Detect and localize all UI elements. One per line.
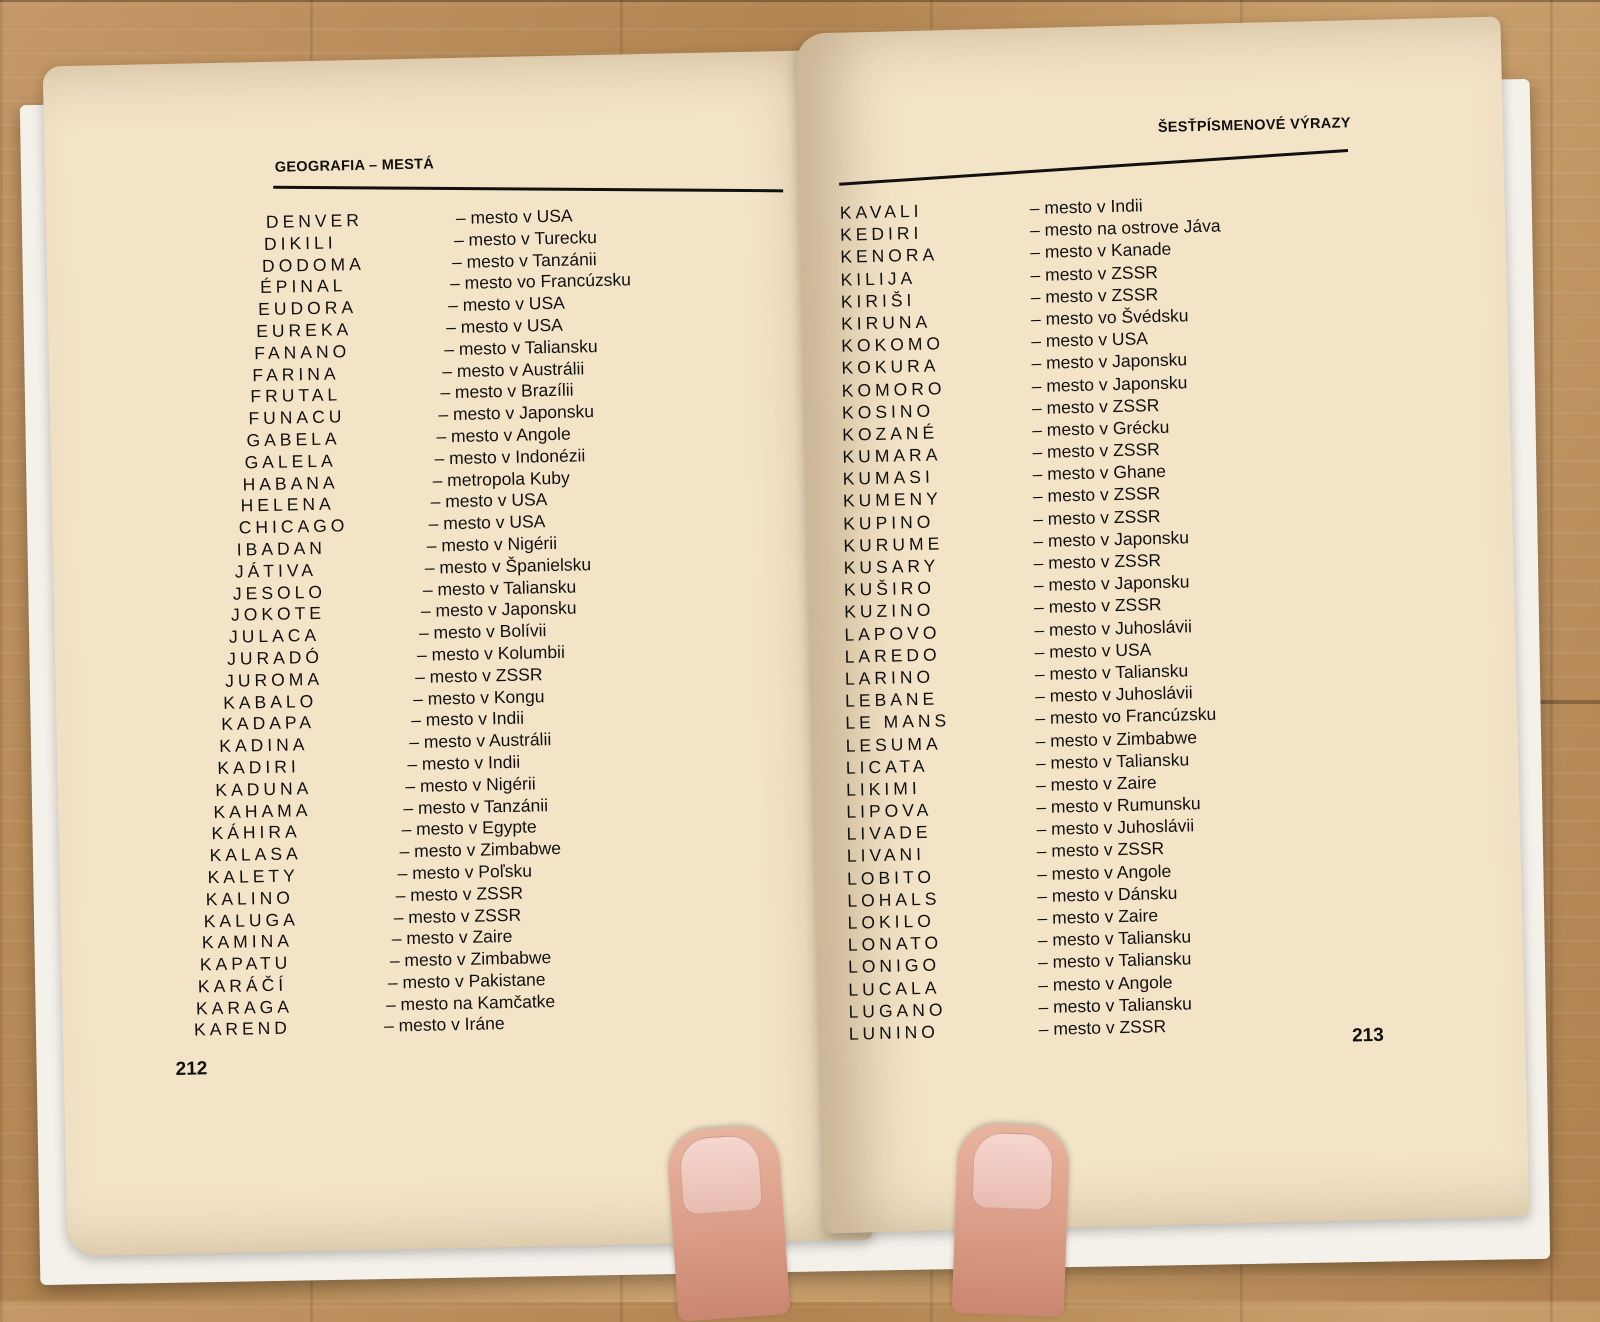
entry-word: KILIJA bbox=[840, 267, 917, 290]
entry-description: – mesto v USA bbox=[1030, 328, 1149, 352]
entry-word: KABALO bbox=[222, 690, 318, 713]
left-thumb bbox=[666, 1124, 791, 1321]
entry-word: LUGANO bbox=[848, 999, 947, 1022]
entry-description: – mesto v Tanzánii bbox=[451, 248, 597, 272]
entry-description: – mesto v USA bbox=[445, 314, 564, 338]
entry-word: HABANA bbox=[242, 472, 339, 495]
entry-word: KARAGA bbox=[195, 996, 294, 1019]
entry-word: JOKOTE bbox=[230, 603, 326, 626]
entry-description: – mesto v Dánsku bbox=[1037, 882, 1178, 906]
entry-word: LOHALS bbox=[847, 888, 941, 911]
entry-description: – mesto v ZSSR bbox=[1036, 838, 1165, 862]
entry-word: CHICAGO bbox=[238, 515, 349, 538]
entry-description: – mesto v Kongu bbox=[412, 685, 545, 709]
entry-description: – mesto v ZSSR bbox=[1030, 261, 1159, 285]
entry-word: KOKOMO bbox=[841, 333, 945, 356]
right-page-number: 213 bbox=[1351, 1024, 1385, 1047]
entry-word: KAREND bbox=[193, 1018, 292, 1041]
entry-word: LEBANE bbox=[844, 688, 939, 711]
entry-description: – mesto v Bolívii bbox=[418, 620, 547, 643]
entry-word: KURUME bbox=[843, 533, 944, 556]
entry-description: – mesto v Zimbabwe bbox=[389, 947, 552, 971]
entry-description: – mesto v Zaire bbox=[1037, 905, 1159, 929]
entry-description: – mesto v ZSSR bbox=[1032, 439, 1161, 463]
entry-word: LOKILO bbox=[847, 910, 936, 933]
entry-word: LARINO bbox=[844, 666, 935, 689]
entry-description: – mesto v Španielsku bbox=[424, 553, 592, 578]
entry-description: – mesto v ZSSR bbox=[414, 663, 543, 687]
entry-word: JESOLO bbox=[232, 581, 327, 604]
entry-description: – mesto na Kamčatke bbox=[385, 990, 556, 1015]
entry-description: – mesto v ZSSR bbox=[1031, 394, 1160, 418]
floor-board-seam bbox=[1540, 700, 1600, 704]
entry-word: KUZINO bbox=[843, 599, 935, 623]
right-entry-list bbox=[840, 189, 1420, 1046]
entry-description: – mesto v Zaire bbox=[391, 926, 513, 949]
entry-word: KADIRI bbox=[217, 756, 300, 778]
entry-word: LIKIMI bbox=[845, 777, 921, 800]
entry-word: EUREKA bbox=[256, 319, 353, 342]
entry-description: – mesto v USA bbox=[1034, 639, 1152, 662]
entry-description: – mesto v Kanade bbox=[1030, 239, 1172, 263]
entry-description: – mesto v Juhoslávii bbox=[1036, 815, 1195, 840]
entry-description: – mesto v Taliansku bbox=[1038, 993, 1193, 1017]
entry-word: KADINA bbox=[219, 734, 309, 757]
entry-description: – mesto v Indonézii bbox=[434, 445, 586, 469]
entry-word: KAVALI bbox=[839, 200, 923, 223]
entry-word: KAHAMA bbox=[213, 799, 312, 822]
right-page bbox=[795, 17, 1529, 1234]
entry-word: JULACA bbox=[228, 625, 321, 647]
entry-word: JURADÓ bbox=[226, 646, 324, 669]
entry-word: KAMINA bbox=[201, 930, 294, 953]
right-page-header: ŠESŤPÍSMENOVÉ VÝRAZY bbox=[1157, 115, 1351, 136]
entry-word: JÁTIVA bbox=[234, 559, 318, 582]
entry-word: DENVER bbox=[265, 209, 364, 232]
entry-word: KOMORO bbox=[841, 377, 946, 401]
entry-description: – mesto v Nigérii bbox=[405, 773, 536, 796]
entry-description: – mesto v Nigérii bbox=[426, 532, 558, 556]
entry-description: – mesto v Taliansku bbox=[1037, 948, 1192, 973]
entry-description: – mesto v Kolumbii bbox=[416, 641, 566, 665]
entry-word: KARÁČÍ bbox=[197, 974, 288, 997]
entry-word: KOKURA bbox=[841, 355, 940, 379]
entry-description: – mesto v Taliansku bbox=[1035, 749, 1190, 773]
entry-description: – mesto v ZSSR bbox=[1033, 550, 1162, 574]
entry-word: KADAPA bbox=[221, 712, 316, 735]
entry-word: LIVADE bbox=[846, 821, 932, 845]
entry-description: – mesto v Ghane bbox=[1032, 461, 1167, 485]
entry-word: KUSARY bbox=[843, 555, 940, 578]
entry-description: – mesto v Rumunsku bbox=[1036, 793, 1201, 818]
entry-word: FARINA bbox=[252, 362, 340, 385]
entry-description: – mesto v Iráne bbox=[383, 1013, 505, 1037]
entry-word: KIRIŠI bbox=[840, 289, 916, 312]
left-entry-list bbox=[193, 200, 843, 1041]
entry-description: – mesto v Juhoslávii bbox=[1034, 615, 1193, 640]
entry-description: – mesto v Japonsku bbox=[1033, 527, 1190, 551]
entry-word: KADUNA bbox=[215, 777, 313, 800]
left-page-number: 212 bbox=[175, 1058, 208, 1080]
entry-description: – mesto v Grécku bbox=[1031, 416, 1170, 440]
entry-word: LONIGO bbox=[847, 954, 941, 978]
entry-description: – mesto v Austrálii bbox=[442, 357, 585, 381]
entry-description: – mesto v Japonsku bbox=[438, 401, 595, 425]
entry-word: FRUTAL bbox=[250, 384, 342, 407]
entry-word: JUROMA bbox=[224, 668, 324, 691]
floor-board-seam bbox=[0, 0, 1600, 2]
entry-word: LAPOVO bbox=[844, 621, 941, 645]
entry-word: KAPATU bbox=[199, 952, 292, 975]
entry-word: KOZANÉ bbox=[842, 422, 939, 445]
entry-description: – mesto v ZSSR bbox=[393, 904, 522, 927]
entry-word: KUMASI bbox=[842, 466, 935, 490]
entry-description: – mesto v Pakistane bbox=[387, 969, 546, 993]
entry-word: LUNINO bbox=[848, 1021, 940, 1044]
entry-word: KEDIRI bbox=[839, 222, 923, 245]
entry-word: KENORA bbox=[840, 244, 939, 268]
entry-description: – mesto v Egypte bbox=[401, 816, 537, 840]
entry-description: – metropola Kuby bbox=[432, 467, 570, 491]
entry-word: KIRUNA bbox=[840, 311, 932, 334]
entry-word: HELENA bbox=[240, 493, 335, 516]
entry-word: KALASA bbox=[209, 843, 302, 866]
entry-description: – mesto v ZSSR bbox=[1038, 1015, 1167, 1040]
entry-word: LE MANS bbox=[845, 710, 951, 734]
entry-description: – mesto v Indii bbox=[407, 751, 521, 774]
right-header-rule bbox=[839, 149, 1348, 186]
entry-description: – mesto v Indii bbox=[410, 707, 525, 731]
entry-word: KALINO bbox=[205, 887, 295, 910]
entry-word: KUŠIRO bbox=[843, 577, 936, 600]
right-thumb bbox=[952, 1123, 1071, 1317]
entry-word: KUPINO bbox=[842, 511, 935, 534]
entry-description: – mesto v Angole bbox=[1038, 971, 1173, 995]
entry-word: DIKILI bbox=[263, 232, 337, 254]
left-header-rule bbox=[273, 186, 783, 193]
entry-description: – mesto v Turecku bbox=[453, 226, 598, 250]
entry-word: GABELA bbox=[246, 428, 341, 451]
entry-word: KUMARA bbox=[842, 444, 942, 467]
entry-description: – mesto v Angole bbox=[1036, 860, 1172, 884]
entry-description: – mesto v Japonsku bbox=[1031, 371, 1188, 396]
entry-description: – mesto v Zimbabwe bbox=[1035, 726, 1198, 751]
entry-word: KALETY bbox=[207, 865, 299, 888]
entry-description: – mesto v Zimbabwe bbox=[399, 837, 562, 862]
entry-word: KÁHIRA bbox=[211, 821, 301, 844]
entry-description: – mesto na ostrove Jáva bbox=[1029, 215, 1221, 241]
entry-description: – mesto vo Francúzsku bbox=[449, 269, 632, 294]
entry-description: – mesto v Japonsku bbox=[1031, 349, 1188, 374]
entry-description: – mesto v Japonsku bbox=[420, 597, 577, 622]
entry-description: – mesto v ZSSR bbox=[1030, 283, 1159, 307]
entry-description: – mesto v Brazílii bbox=[440, 379, 574, 403]
entry-description: – mesto v Austrálii bbox=[409, 729, 552, 753]
entry-description: – mesto v Juhoslávii bbox=[1034, 682, 1193, 707]
entry-word: DODOMA bbox=[261, 253, 365, 276]
entry-description: – mesto v USA bbox=[455, 205, 573, 228]
entry-word: KUMENY bbox=[842, 488, 943, 512]
entry-description: – mesto v Japonsku bbox=[1033, 571, 1190, 596]
left-page-header: GEOGRAFIA – MESTÁ bbox=[274, 156, 435, 176]
right-thumb-nail bbox=[971, 1132, 1054, 1211]
entry-description: – mesto v Zaire bbox=[1035, 772, 1157, 796]
entry-word: LOBITO bbox=[846, 866, 936, 889]
entry-description: – mesto v Taliansku bbox=[422, 576, 577, 600]
entry-description: – mesto v ZSSR bbox=[1032, 505, 1161, 529]
entry-description: – mesto v Tanzánii bbox=[403, 794, 549, 818]
entry-word: IBADAN bbox=[236, 537, 327, 560]
entry-word: ÉPINAL bbox=[259, 275, 347, 298]
entry-word: LAREDO bbox=[844, 644, 941, 667]
entry-description: – mesto v USA bbox=[447, 292, 566, 316]
entry-word: LUCALA bbox=[848, 977, 941, 1000]
entry-word: LIVANI bbox=[846, 844, 926, 867]
entry-description: – mesto v ZSSR bbox=[1032, 483, 1161, 507]
entry-description: – mesto v ZSSR bbox=[395, 882, 524, 906]
entry-description: – mesto vo Švédsku bbox=[1030, 305, 1189, 330]
entry-word: FUNACU bbox=[248, 406, 346, 429]
entry-word: LIPOVA bbox=[846, 799, 933, 822]
entry-word: LICATA bbox=[845, 755, 929, 778]
entry-description: – mesto v USA bbox=[428, 511, 546, 534]
entry-description: – mesto v ZSSR bbox=[1033, 594, 1162, 618]
entry-description: – mesto v Taliansku bbox=[444, 335, 598, 359]
left-page bbox=[43, 50, 873, 1257]
entry-word: LONATO bbox=[847, 932, 943, 955]
entry-description: – mesto v Taliansku bbox=[1034, 660, 1189, 685]
entry-description: – mesto v Taliansku bbox=[1037, 926, 1192, 951]
entry-description: – mesto v USA bbox=[430, 489, 548, 512]
entry-description: – mesto v Poľsku bbox=[397, 860, 533, 884]
entry-description: – mesto v Angole bbox=[436, 423, 571, 447]
entry-word: GALELA bbox=[244, 450, 337, 473]
entry-description: – mesto v Indii bbox=[1029, 195, 1143, 219]
entry-word: EUDORA bbox=[257, 297, 358, 320]
entry-word: KOSINO bbox=[841, 400, 935, 423]
entry-word: LESUMA bbox=[845, 732, 942, 756]
entry-word: KALUGA bbox=[203, 908, 299, 931]
entry-description: – mesto vo Francúzsku bbox=[1035, 704, 1217, 729]
left-thumb-nail bbox=[678, 1134, 763, 1215]
entry-word: FANANO bbox=[254, 340, 351, 363]
